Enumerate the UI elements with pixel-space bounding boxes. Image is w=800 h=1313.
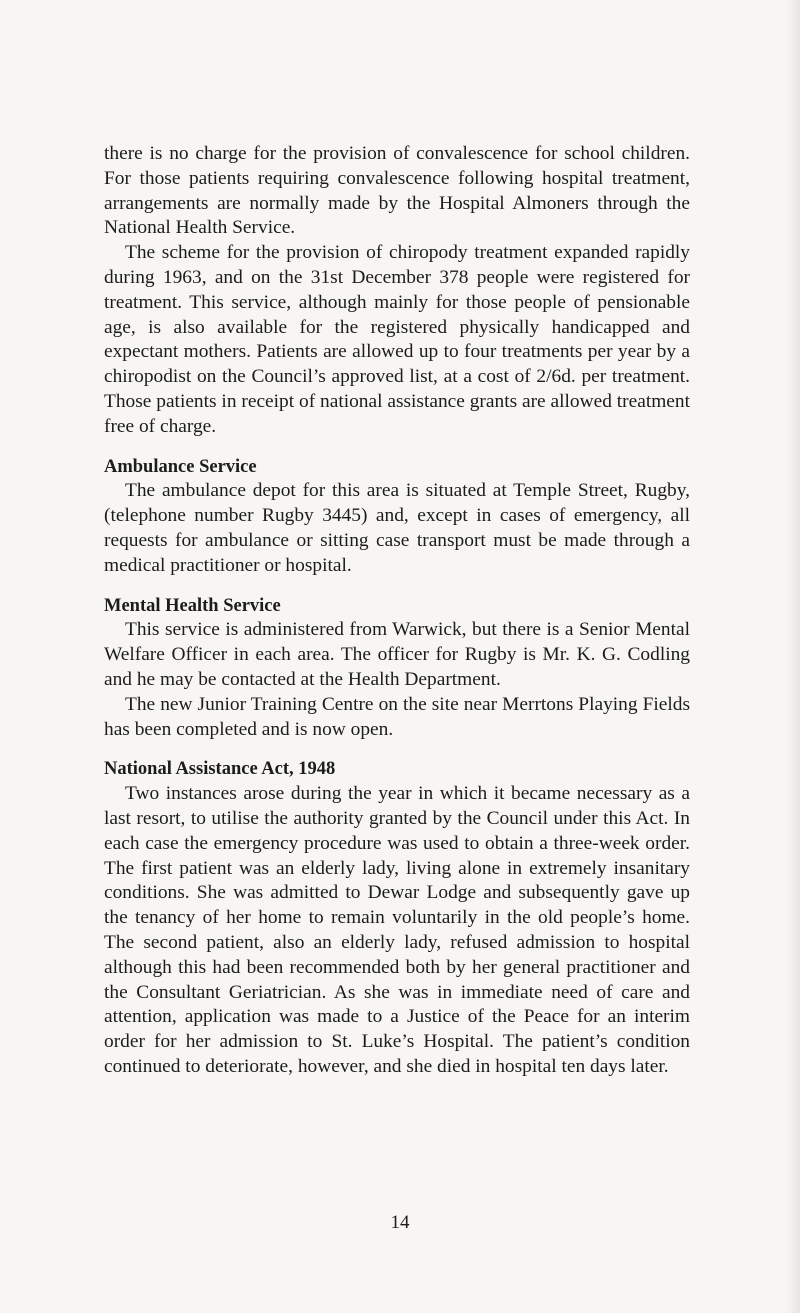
ambulance-section — [104, 455, 690, 579]
page-number: 14 — [390, 1212, 410, 1233]
paragraph: The new Junior Training Centre on the site near Merrtons Playing Fields has been completed and is now open. — [104, 693, 690, 740]
paragraph: The scheme for the provision of chiropody treatment expanded rapidly during 1963, and on the 31st December 378 people were registered for treatment. This service, although mainly for those people of pensionable age, is also available for the registered physically handicapped and expectant mothers. Patients are allowed up to four treatments per year by a chiropodist on the Council’s approved list, at a cost of 2/6d. per treatment. Those patients in receipt of national assistance grants are allowed treatment free of charge. — [104, 242, 690, 437]
mental-health-section — [104, 594, 690, 743]
intro-section — [104, 142, 690, 440]
section-heading: National Assistance Act, 1948 — [104, 759, 336, 780]
section-heading: Mental Health Service — [104, 595, 281, 616]
paragraph: This service is administered from Warwick, but there is a Senior Mental Welfare Officer in each area. The officer for Rugby is Mr. K. G. Codling and he may be contacted at the Health Department. — [104, 619, 690, 690]
paragraph: The ambulance depot for this area is situated at Temple Street, Rugby, (telephone number Rugby 3445) and, except in cases of emergency, all requests for ambulance or sitting case transport must be made through a medical practitioner or hospital. — [104, 480, 690, 576]
document-body — [104, 142, 690, 1080]
page-edge-shadow — [786, 0, 800, 1313]
paragraph: Two instances arose during the year in which it became necessary as a last resort, to utilise the authority granted by the Council under this Act. In each case the emergency procedure was used to obtain a three-week order. The first patient was an elderly lady, living alone in extremely insanitary conditions. She was admitted to Dewar Lodge and subsequently gave up the tenancy of her home to remain voluntarily in the old people’s home. The second patient, also an elderly lady, refused admission to hospital although this had been recommended both by her general practitioner and the Consultant Geriatrician. As she was in immediate need of care and attention, application was made to a Justice of the Peace for an interim order for her admission to St. Luke’s Hospital. The patient’s condition continued to deteriorate, however, and she died in hospital ten days later. — [104, 783, 690, 1077]
national-assistance-section — [104, 757, 690, 1079]
section-heading: Ambulance Service — [104, 456, 257, 477]
paragraph: there is no charge for the provision of convalescence for school children. For those patients requiring convalescence following hospital treatment, arrangements are normally made by the Hospital Almoners through the National Health Service. — [104, 143, 690, 239]
